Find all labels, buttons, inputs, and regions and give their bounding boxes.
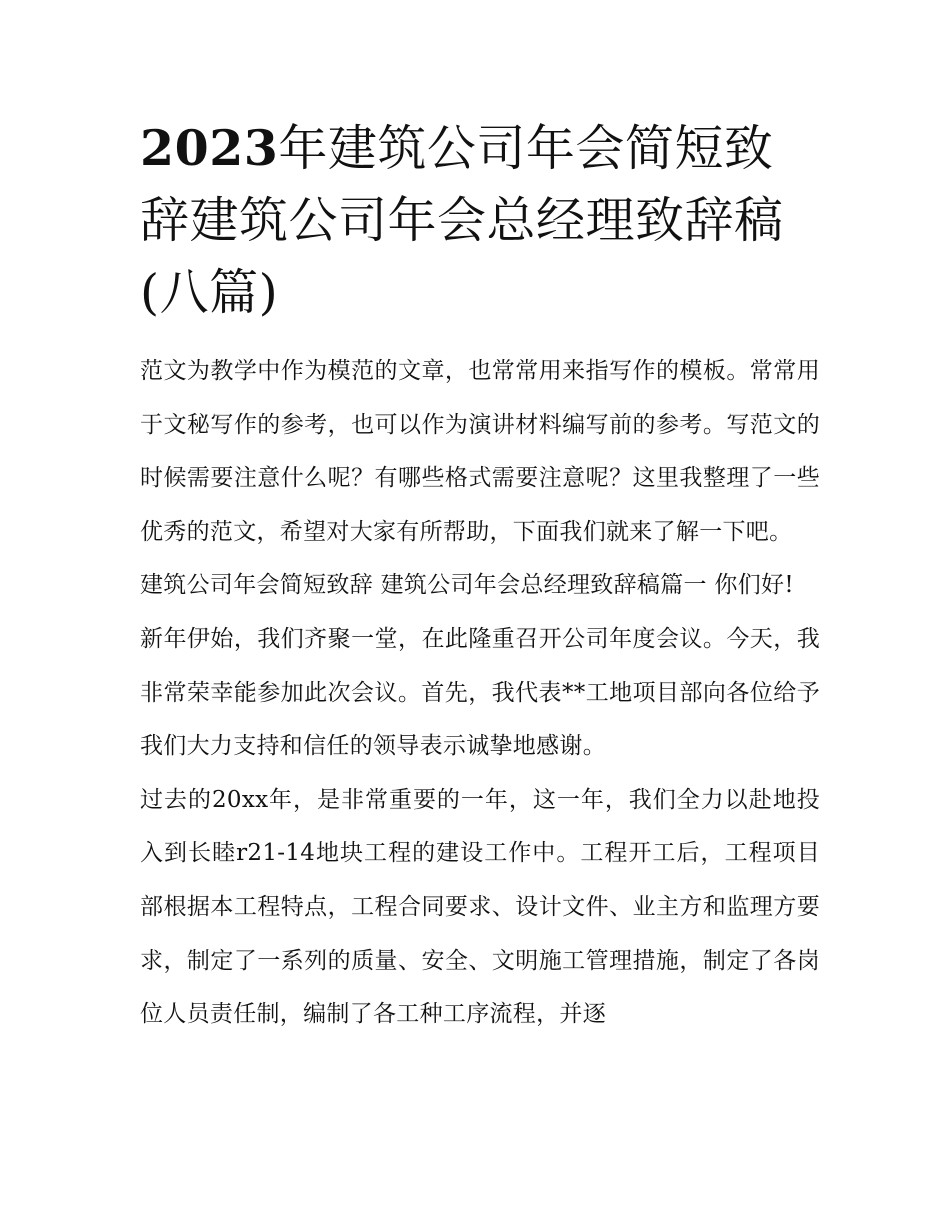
document-page: [140, 112, 820, 1042]
paragraph-past-year: 过去的20xx年，是非常重要的一年，这一年，我们全力以赴地投入到长睦r21-14地块工程的建设工作中。工程开工后，工程项目部根据本工程特点，工程合同要求、设计文件、业主方和监理方要求，制定了一系列的质量、安全、文明施工管理措施，制定了各岗位人员责任制，编制了各工种工序流程，并逐: [140, 786, 820, 1028]
title-text: 年建筑公司年会简短致辞建筑公司年会总经理致辞稿(八篇): [140, 120, 784, 321]
paragraph-opening: 新年伊始，我们齐聚一堂，在此隆重召开公司年度会议。今天，我非常荣幸能参加此次会议。首先，我代表**工地项目部向各位给予我们大力支持和信任的领导表示诚挚地感谢。: [140, 625, 820, 760]
paragraph-heading-greeting: 建筑公司年会简短致辞 建筑公司年会总经理致辞稿篇一 你们好!: [140, 572, 794, 599]
paragraph-intro: 范文为教学中作为模范的文章，也常常用来指写作的模板。常常用于文秘写作的参考，也可以作为演讲材料编写前的参考。写范文的时候需要注意什么呢？有哪些格式需要注意呢？这里我整理了一些优秀的范文，希望对大家有所帮助，下面我们就来了解一下吧。: [140, 358, 820, 545]
document-title: [140, 112, 820, 329]
title-year: 2023: [140, 119, 279, 177]
